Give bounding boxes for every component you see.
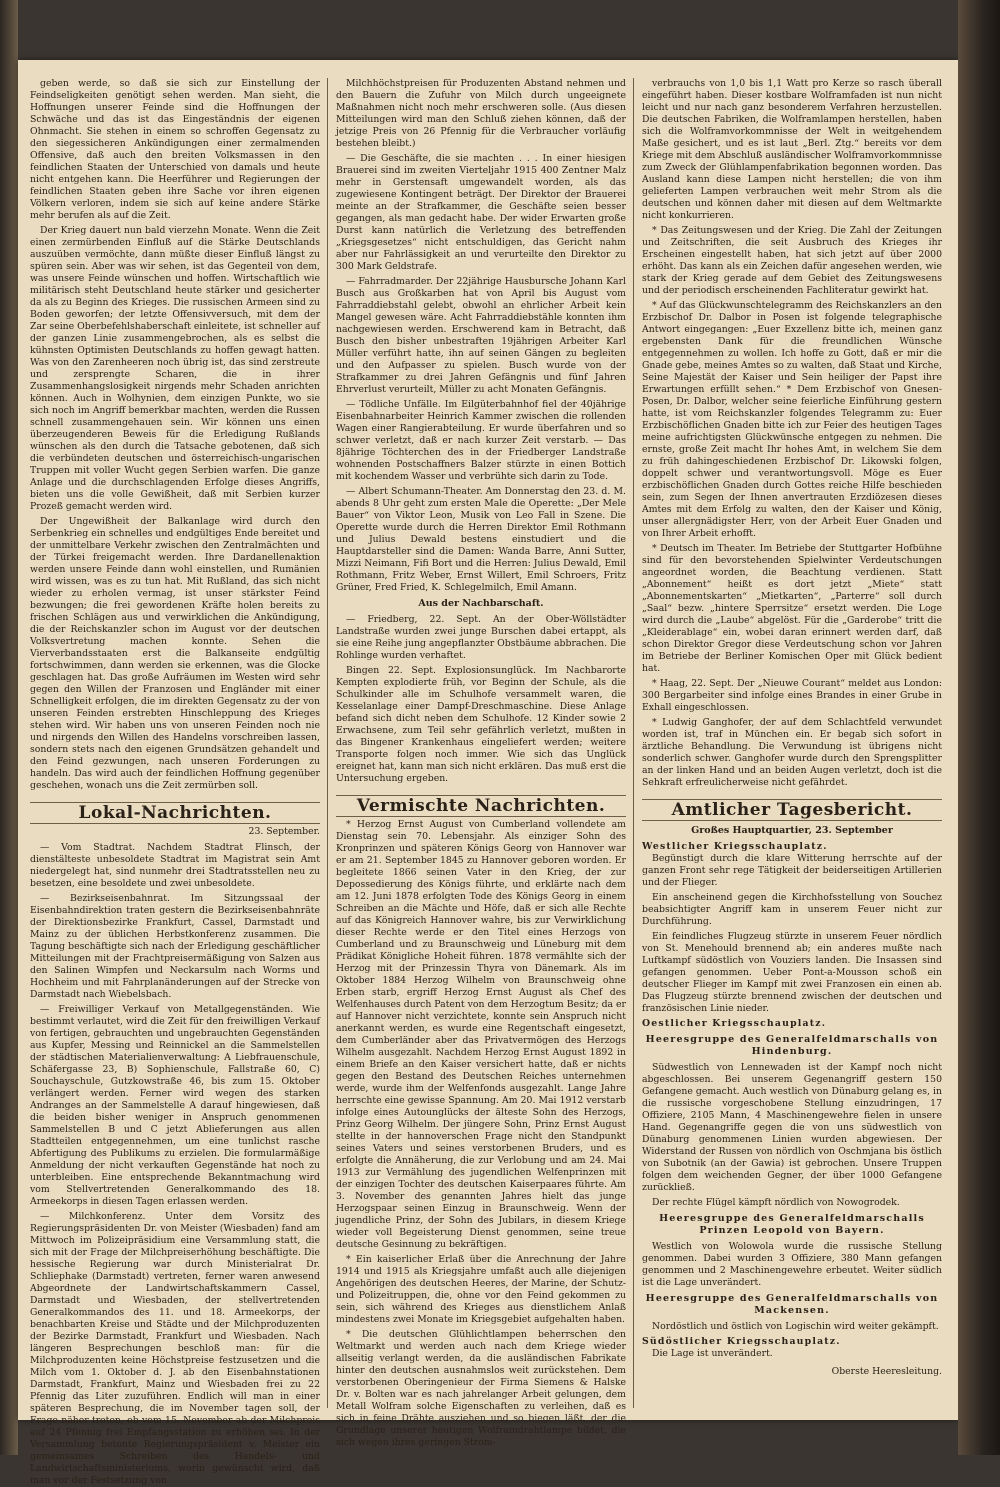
news-item: * Das Zeitungswesen und der Krieg. Die Zahl der Zeitungen und Zeitschriften, die seit Ausbruch des Krieges ihr Erscheinen eingestellt haben, hat sich jetzt auf über 2000 erhöht. Das kann als ein Zeichen dafür angesehen werden, wie stark der Krieg gerade auf dem Gebiet des Zeitungswesens und der periodisch erscheinenden Fachliteratur gewirkt hat. xyxy=(642,225,942,296)
news-item: * Ein kaiserlicher Erlaß über die Anrechnung der Jahre 1914 und 1915 als Kriegsjahre umfaßt auch alle diejenigen Angehörigen des deutschen Heeres, der Marine, der Schutz- und Polizeitruppen, die, ohne vor den Feind gekommen zu sein, sich während des Krieges aus dienstlichem Anlaß mindestens zwei Monate im Kriegsgebiet aufgehalten haben. xyxy=(336,1254,626,1325)
section-heading-mixed: Vermischte Nachrichten. xyxy=(336,795,626,817)
theater-west-title: Westlicher Kriegsschauplatz. xyxy=(642,841,828,852)
news-item: — Vom Stadtrat. Nachdem Stadtrat Flinsch, der dienstälteste unbesoldete Stadtrat im Magistrat sein Amt niedergelegt hat, sind nunmehr drei Stadtratsstellen neu zu besetzen, eine besoldete und zwei unbesoldete. xyxy=(30,842,320,889)
theater-southeast-title: Südöstlicher Kriegsschauplatz. xyxy=(642,1336,841,1347)
book-left-edge xyxy=(0,0,18,1455)
report-paragraph: Begünstigt durch die klare Witterung herrschte auf der ganzen Front sehr rege Tätigkeit der beiderseitigen Artillerien und der Flieger. xyxy=(642,853,942,888)
newspaper-page xyxy=(18,60,958,1486)
news-item: * Herzog Ernst August von Cumberland vollendete am Dienstag sein 70. Lebensjahr. Als einziger Sohn des Kronprinzen und späteren Königs Georg von Hannover war er am 21. September 1845 zu Hannover geboren worden. Er begleitete 1866 seinen Vater in den Krieg, der zur Depossedierung des Königs führte, und erklärte nach dem am 12. Juni 1878 erfolgten Tode des Königs Georg in einem Schreiben an die Mächte und Höfe, daß er sich alle Rechte auf das Königreich Hannover wahre, bis zur Verwirklichung dieser Rechte werde er den Titel eines Herzogs von Cumberland und zu Braunschweig und Lüneburg mit dem Prädikat Königliche Hoheit führen. 1878 vermählte sich der Herzog mit der Prinzessin Thyra von Dänemark. Als im Oktober 1884 Herzog Wilhelm von Braunschweig ohne Erben starb, ergriff Herzog Ernst August als Chef des Welfenhauses durch Patent von dem Herzogtum Besitz; da er auf Hannover nicht verzichtete, konnte sein Anspruch nicht anerkannt werden, es wurde eine Regentschaft eingesetzt, dem Cumberländer aber das Privatvermögen des Herzogs Wilhelm ausgezahlt. Nachdem Herzog Ernst August 1892 in einem Briefe an den Kaiser versichert hatte, daß er nichts gegen den Bestand des Deutschen Reiches unternehmen werde, wurde ihm der Welfenfonds ausgezahlt. Lange Jahre herrschte eine gewisse Spannung. Am 20. Mai 1912 verstarb infolge eines Autounglücks der älteste Sohn des Herzogs, Prinz Georg Wilhelm. Der jüngere Sohn, Prinz Ernst August stellte in der hannoverschen Frage nicht den Standpunkt seines Vaters und seines verstorbenen Bruders, und es erfolgte die Annäherung, die zur Verlobung und am 24. Mai 1913 zur Vermählung des jugendlichen Welfenprinzen mit der einzigen Tochter des deutschen Kaiserpaares führte. Am 3. November des genannten Jahres hielt das junge Herzogspaar seinen Einzug in Braunschweig. Wenn der jugendliche Prinz, der Sohn des Jubilars, in diesem Kriege wieder voll Begeisterung Dienst genommen, seine treue deutsche Gesinnung zu bekräftigen. xyxy=(336,819,626,1250)
paragraph: geben werde, so daß sie sich zur Einstellung der Feindseligkeiten genötigt sehen werden. Man sieht, die Hoffnungen unserer Feinde sind die Hoffnungen der Schwäche und das ist das Eingeständnis der eigenen Ohnmacht. Sie stehen in einem so schroffen Gegensatz zu den siegessicheren Ankündigungen einer zermalmenden Offensive, daß auch den breiten Volksmassen in den feindlichen Staaten der Unterschied von damals und heute nicht entgehen kann. Die Heerführer und Regierungen der feindlichen Staaten geben ihre Sache vor ihren eigenen Völkern verloren, indem sie sich auf keine andere Stärke mehr berufen als auf die Zeit. xyxy=(30,78,320,221)
section-heading-official: Amtlicher Tagesbericht. xyxy=(642,799,942,821)
news-item: — Bezirkseisenbahnrat. Im Sitzungssaal der Eisenbahndirektion traten gestern die Bezirkseisenbahnräte der Direktionsbezirke Frankfurt, Cassel, Darmstadt und Mainz zu der üblichen Herbstkonferenz zusammen. Die Tagung beschäftigte sich nach der Erledigung geschäftlicher Mitteilungen mit der Frachtpreisermäßigung von Salzen aus den Salinen Wimpfen und Neckarsulm nach Worms und Hochheim und mit Fahrplanänderungen auf der Strecke von Darmstadt nach Wiebelsbach. xyxy=(30,893,320,1000)
news-item: Bingen 22. Sept. Explosionsunglück. Im Nachbarorte Kempten explodierte früh, vor Beginn der Schule, als die Schulkinder alle im Schulhofe versammelt waren, die Kesselanlage einer Dampf-Dreschmaschine. Diese Anlage befand sich dicht neben dem Schulhofe. 12 Kinder sowie 2 Erwachsene, zum Teil sehr gefährlich verletzt, mußten in das Bingener Krankenhaus eingeliefert werden; weitere Transporte folgen noch immer. Wie sich das Unglück ereignet hat, kann man sich nicht erklären. Das muß erst die Untersuchung ergeben. xyxy=(336,665,626,784)
news-item: * Die deutschen Glühlichtlampen beherrschen den Weltmarkt und werden auch nach dem Kriege wieder allseitig verlangt werden, da die ausländischen Fabrikate hinter den deutschen ausnahmslos weit zurückstehen. Dem verstorbenen Oberingenieur der Firma Siemens & Halske Dr. v. Bolten war es nach jahrelanger Arbeit gelungen, dem Metall Wolfram solche Eigenschaften zu verleihen, daß es sich in feine Drähte ausziehen und so biegen läßt, der die Grundlage unserer heutigen Wolframdrahtlampe bildet, die sich wegen ihres geringen Strom- xyxy=(336,1329,626,1448)
news-item: — Milchkonferenz. Unter dem Vorsitz des Regierungspräsidenten Dr. von Meister (Wiesbaden) fand am Mittwoch im Polizeipräsidium eine Versammlung statt, die sich mit der Frage der Milchpreiserhöhung beschäftigte. Die hessische Regierung war durch Ministerialrat Dr. Schliephake (Darmstadt) vertreten, ferner waren anwesend Abgeordnete der Landwirtschaftskammern Cassel, Darmstadt und Wiesbaden, der stellvertretenden Generalkommandos des 11. und 18. Armeekorps, der benachbarten Kreise und Städte und der Milchproduzenten der Bezirke Darmstadt, Frankfurt und Wiesbaden. Nach längeren Besprechungen beschloß man: für die Milchproduzenten keine Höchstpreise festzusetzen und die Milch vom 1. Oktober d. J. ab den Eisenbahnstationen Darmstadt, Frankfurt, Mainz und Wiesbaden frei zu 22 Pfennig das Liter zuzuführen. Endlich will man in einer späteren Besprechung, die im November tagen soll, der Frage näher treten, ob vom 15. November ab der Milchpreis auf 24 Pfennig frei Empfangsstation zu erhöhen sei. In der Versammlung betonte Regierungspräsident v. Meister ein gemeinsames Schreiben des Handels- und Landwirtschaftsministeriums, worin gewünscht wird, daß man vor der Festsetzung von xyxy=(30,1211,320,1486)
news-item: — Fahrradmarder. Der 22jährige Hausbursche Johann Karl Busch aus Großkarben hat von April bis August vom Fahrraddiebstahl gelebt, obwohl an ehrlicher Arbeit kein Mangel gewesen wäre. Acht Fahrraddiebstähle konnten ihm nachgewiesen werden. Erschwerend kam in Betracht, daß Busch den bisher unbestraften 19jährigen Arbeiter Karl Müller verführt hatte, ihn auf seinen Gängen zu begleiten und den Aufpasser zu spielen. Busch wurde von der Strafkammer zu drei Jahren Gefängnis und fünf Jahren Ehrverlust verurteilt, Müller zu acht Monaten Gefängnis. xyxy=(336,276,626,395)
signature: Oberste Heeresleitung. xyxy=(831,1366,942,1377)
news-item: * Auf das Glückwunschtelegramm des Reichskanzlers an den Erzbischof Dr. Dalbor in Posen ist folgende telegraphische Antwort eingegangen: „Euer Exzellenz bitte ich, meinen ganz ergebensten Dank für die freundlichen Wünsche entgegennehmen zu wollen. Ich hoffe zu Gott, daß er mir die Gnade gebe, meines Amtes so zu walten, daß Staat und Kirche, Seine Majestät der Kaiser und Sein heiliger der Papst ihre Erwartungen erfüllt sehen.“ * Dem Erzbischof von Gnesen-Posen, Dr. Dalbor, welcher seine feierliche Einführung gestern hatte, ist vom Reichskanzler folgendes Telegramm zu: Euer Erzbischöflichen Gnaden bitte ich zur Feier des heutigen Tages meine aufrichtigsten Glückwünsche entgegen zu nehmen. Die ernste, große Zeit macht Ihr hohes Amt, in welchem Sie dem zu früh dahingeschiedenen Erzbischof Dr. Likowski folgen, doppelt schwer und verantwortungsvoll. Möge es Euer erzbischöflichen Gnaden durch Gottes reiche Hilfe beschieden sein, zum Segen der Ihnen anvertrauten Erzdiözesen dieses Amtes mit dem Erfolg zu walten, den der Kaiser und König, unser allergnädigster Herr, von der Arbeit Euer Gnaden und von Ihrer Arbeit erhofft. xyxy=(642,300,942,539)
paragraph: Der Krieg dauert nun bald vierzehn Monate. Wenn die Zeit einen zermürbenden Einfluß auf die Stärke Deutschlands auszuüben vermöchte, dann müßte dieser Einfluß längst zu spüren sein. Aber was wir sehen, ist das Gegenteil von dem, was unsere Feinde wünschen und hoffen. Wirtschaftlich wie militärisch steht Deutschland heute stärker und gesicherter da als zu Beginn des Krieges. Die russischen Armeen sind zu Boden geworfen; der letzte Offensivversuch, mit dem der Zar seine Oberbefehlshaberschaft einleitete, ist schneller auf der ganzen Linie zusammengebrochen, als es selbst die kühnsten Optimisten Deutschlands zu hoffen gewagt hatten. Was von den Zarenheeren noch übrig ist, das sind zerstreute und zersprengte Scharen, die in ihrer Zusammenhangslosigkeit nirgends mehr Schaden anrichten können. Auch in Wolhynien, dem einzigen Punkte, wo sie sich noch im Angriff bemerkbar machten, werden die Russen schnell zusammengehauen sein. Wir können uns einen überzeugenderen Beweis für die Erledigung Rußlands wünschen als den durch die Tatsache gebotenen, daß sich die verbündeten deutschen und österreichisch-ungarischen Truppen mit voller Wucht gegen Serbien warfen. Die ganze Anlage und die durchschlagenden Erfolge dieses Angriffs, bieten uns die volle Gewißheit, daß mit Serbien kurzer Prozeß gemacht werden wird. xyxy=(30,225,320,512)
report-paragraph: Der rechte Flügel kämpft nördlich von Nowogrodek. xyxy=(652,1197,900,1208)
army-group-title: Heeresgruppe des Generalfeldmarschalls von Hindenburg. xyxy=(645,1034,939,1057)
book-spine xyxy=(958,0,1000,1455)
theater-east-title: Oestlicher Kriegsschauplatz. xyxy=(642,1018,827,1029)
column-divider xyxy=(327,78,328,1408)
army-group-title: Heeresgruppe des Generalfeldmarschalls Prinzen Leopold von Bayern. xyxy=(659,1213,925,1236)
news-item: — Tödliche Unfälle. Im Eilgüterbahnhof fiel der 40jährige Eisenbahnarbeiter Heinrich Kammer zwischen die rollenden Wagen einer Rangierabteilung. Er wurde überfahren und so schwer verletzt, daß er nach kurzer Zeit verstarb. — Das 8jährige Töchterchen des in der Friedberger Landstraße wohnenden Postschaffners Balzer stürzte in einen Bottich mit kochendem Wasser und verbrühte sich darin zu Tode. xyxy=(336,399,626,482)
paragraph: Milchhöchstpreisen für Produzenten Abstand nehmen und den Bauern die Zufuhr von Milch durch ungeeignete Maßnahmen nicht noch mehr erschweren solle. (Aus diesen Mitteilungen wird man den Schluß ziehen können, daß der jetzige Preis von 26 Pfennig für die Verbraucher vorläufig bestehen bleibt.) xyxy=(336,78,626,149)
report-paragraph: Südwestlich von Lennewaden ist der Kampf noch nicht abgeschlossen. Bei unserem Gegenangriff gestern 150 Gefangene gemacht. Auch westlich von Dünaburg gelang es, in die russische vorgeschobene Stellung einzudringen, 17 Offiziere, 2105 Mann, 4 Maschinengewehre fielen in unsere Hand. Gegenangriffe gegen die von uns südwestlich von Dünaburg genommenen Linien wurden abgewiesen. Der Widerstand der Russen von nördlich von Oschmjana bis östlich von Subotnik (an der Gawia) ist gebrochen. Unsere Truppen folgen dem weichenden Gegner, der über 1000 Gefangene zurückließ. xyxy=(642,1062,942,1193)
news-item: — Die Geschäfte, die sie machten . . . In einer hiesigen Brauerei sind im zweiten Vierteljahr 1915 400 Zentner Malz mehr in Gerstensaft umgewandelt worden, als das zugewiesene Kontingent beträgt. Der Direktor der Brauerei meinte an der Strafkammer, die Geschäfte seien besser gegangen, als man gedacht habe. Der wider Erwarten große Durst kann natürlich die Verletzung des betreffenden „Kriegsgesetzes“ nicht entschuldigen, das Gericht nahm aber nur Fahrlässigkeit an und verurteilte den Direktor zu 300 Mark Geldstrafe. xyxy=(336,153,626,272)
news-item: * Haag, 22. Sept. Der „Nieuwe Courant“ meldet aus London: 300 Bergarbeiter sind infolge eines Brandes in einer Grube in Exhall eingeschlossen. xyxy=(642,678,942,713)
news-item: — Friedberg, 22. Sept. An der Ober-Wöllstädter Landstraße wurden zwei junge Burschen dabei ertappt, als sie eine Reihe jung angepflanzter Obstbäume abbrachen. Die Rohlinge wurden verhaftet. xyxy=(336,614,626,661)
news-item: * Ludwig Ganghofer, der auf dem Schlachtfeld verwundet worden ist, traf in München ein. Er begab sich sofort in ärztliche Behandlung. Die Verwundung ist übrigens nicht sonderlich schwer. Ganghofer wurde durch den Sprengsplitter an der linken Hand und an beiden Augen verletzt, doch ist die Sehkraft erfreulicherweise nicht gefährdet. xyxy=(642,717,942,788)
report-paragraph: Ein anscheinend gegen die Kirchhofsstellung von Souchez beabsichtigter Angriff kam in unserem Feuer nicht zur Durchführung. xyxy=(642,892,942,927)
section-heading-local: Lokal-Nachrichten. xyxy=(30,802,320,824)
report-paragraph: Ein feindliches Flugzeug stürzte in unserem Feuer nördlich von St. Menehould brennend ab; ein anderes mußte nach Luftkampf südöstlich von Vouziers landen. Die Insassen sind gefangen genommen. Ueber Pont-a-Mousson schoß ein deutscher Flieger im Kampf mit zwei Franzosen ein einen ab. Das Flugzeug stürzte brennend zwischen der deutschen und französischen Linie nieder. xyxy=(642,931,942,1014)
paragraph: verbrauchs von 1,0 bis 1,1 Watt pro Kerze so rasch überall eingeführt haben. Dieser kostbare Wolframfaden ist nun nicht leicht und nur nach ganz besonderem Verfahren herzustellen. Die deutschen Fabriken, die Wolframlampen herstellen, haben sich die Wolframvorkommnisse der Welt in weitgehendem Maße gesichert, und es ist laut „Berl. Ztg.“ bereits vor dem Kriege mit dem Abschluß ausländischer Wolframvorkommnisse zum Zweck der Glühlampenfabrikation begonnen worden. Das Ausland kann diese Lampen nicht herstellen; die von ihm gelieferten Lampen verbrauchen weit mehr Strom als die deutschen und können daher mit diesen auf dem Weltmarkte nicht konkurrieren. xyxy=(642,78,942,221)
news-item: — Albert Schumann-Theater. Am Donnerstag den 23. d. M. abends 8 Uhr geht zum ersten Male die Operette: „Der Mele Bauer“ von Viktor Leon, Musik von Leo Fall in Szene. Die Operette wurde durch die Herren Direktor Emil Rothmann und Julius Dewald bestens einstudiert und die Hauptdarsteller sind die Damen: Wanda Barre, Anni Sutter, Mizzi Neimann, Fifi Bort und die Herren: Julius Dewald, Emil Rothmann, Fritz Weber, Ernst Willert, Emil Schroers, Fritz Grüner, Fred Fried, K. Schlegelmilch, Emil Amann. xyxy=(336,486,626,593)
report-paragraph: Westlich von Wolowola wurde die russische Stellung genommen. Dabei wurden 3 Offiziere, 380 Mann gefangen genommen und 2 Maschinengewehre erbeutet. Weiter südlich ist die Lage unverändert. xyxy=(642,1241,942,1288)
subheading-neighborhood: Aus der Nachbarschaft. xyxy=(418,598,544,609)
news-item: — Freiwilliger Verkauf von Metallgegenständen. Wie bestimmt verlautet, wird die Zeit für den freiwilligen Verkauf von fertigen, gebrauchten und ungebrauchten Gegenständen aus Kupfer, Messing und Reinnickel an die Sammelstellen der städtischen Materialienverwaltung: A Liebfrauenschule, Schäfergasse 23, B) Sophienschule, Fallstraße 60, C) Souchayschule, Gutzkowstraße 46, bis zum 15. Oktober verlängert werden. Ferner wird wegen des starken Andranges an der Sammelstelle A darauf hingewiesen, daß die beiden bisher weniger in Anspruch genommenen Sammelstellen B und C jetzt Ablieferungen aus allen Stadtteilen entgegennehmen, um eine tunlichst rasche Abfertigung des Publikums zu erzielen. Die formularmäßige Anmeldung der nicht verkauften Gegenstände hat noch zu unterbleiben. Eine entsprechende Bekanntmachung wird vom Stellvertretenden Generalkommando des 18. Armeekorps in diesen Tagen erlassen werden. xyxy=(30,1004,320,1207)
column-3 xyxy=(642,78,942,1408)
news-item: * Deutsch im Theater. Im Betriebe der Stuttgarter Hofbühne sind für den bevorstehenden Spielwinter Verdeutschungen angeordnet worden, die Beachtung verdienen. Statt „Abonnement“ heißt es dort jetzt „Miete“ statt „Abonnementskarten“ „Mietkarten“, „Parterre“ soll durch „Saal“ bezw. „hintere Sperrsitze“ ersetzt werden. Die Loge wird durch die „Laube“ abgelöst. Für die „Garderobe“ tritt die „Kleiderablage“ ein, wobei daran erinnert werden darf, daß schon Direktor Gregor diese Verdeutschung schon vor Jahren im Betriebe der Berliner Komischen Oper mit Glück bedient hat. xyxy=(642,543,942,674)
army-group-title: Heeresgruppe des Generalfeldmarschalls von Mackensen. xyxy=(645,1293,939,1316)
column-divider xyxy=(633,78,634,1408)
report-paragraph: Die Lage ist unverändert. xyxy=(652,1348,773,1359)
column-1 xyxy=(30,78,320,1486)
section-date: 23. September. xyxy=(248,826,320,837)
column-2 xyxy=(336,78,626,1448)
report-paragraph: Nordöstlich und östlich von Logischin wird weiter gekämpft. xyxy=(652,1321,939,1332)
headquarters-line: Großes Hauptquartier, 23. September xyxy=(691,825,893,836)
paragraph: Der Ungewißheit der Balkanlage wird durch den Serbenkrieg ein schnelles und endgültiges Ende bereitet und der unmittelbare Verkehr zwischen den Zentralmächten und der Türkei freigemacht werden. Ihre Dardanellenaktion werden unsere Feinde dann wohl einstellen, und Rumänien wird wissen, was es zu tun hat. Mit Rußland, das sich nicht wieder zu erholen vermag, ist unser stärkster Feind bezwungen; die frei gewordenen Kräfte holen bereits zu frischen Schlägen aus und verwirklichen die Ankündigung, die der Reichskanzler schon im August vor der deutschen Volksvertretung machen konnte. Sehen die Vierverbandsstaaten erst die Balkanseite endgültig fortschwimmen, dann werden sie erkennen, was die Glocke geschlagen hat. Das große Aufräumen im Westen wird sehr gegen den Willen der Franzosen und Engländer mit einer Schnelligkeit erfolgen, die im direkten Gegensatz zu der von unseren Feinden erstrebten Hinschleppung des Krieges stehen wird. Wir haben uns von unseren Feinden noch nie und nirgends den Willen des Handelns vorschreiben lassen, sondern stets nach den eigenen Grundsätzen gehandelt und den Feind gezwungen, nach unseren Forderungen zu handeln. Das wird auch der feindlichen Hoffnung gegenüber geschehen, wonach uns die Zeit zermürben soll. xyxy=(30,516,320,791)
